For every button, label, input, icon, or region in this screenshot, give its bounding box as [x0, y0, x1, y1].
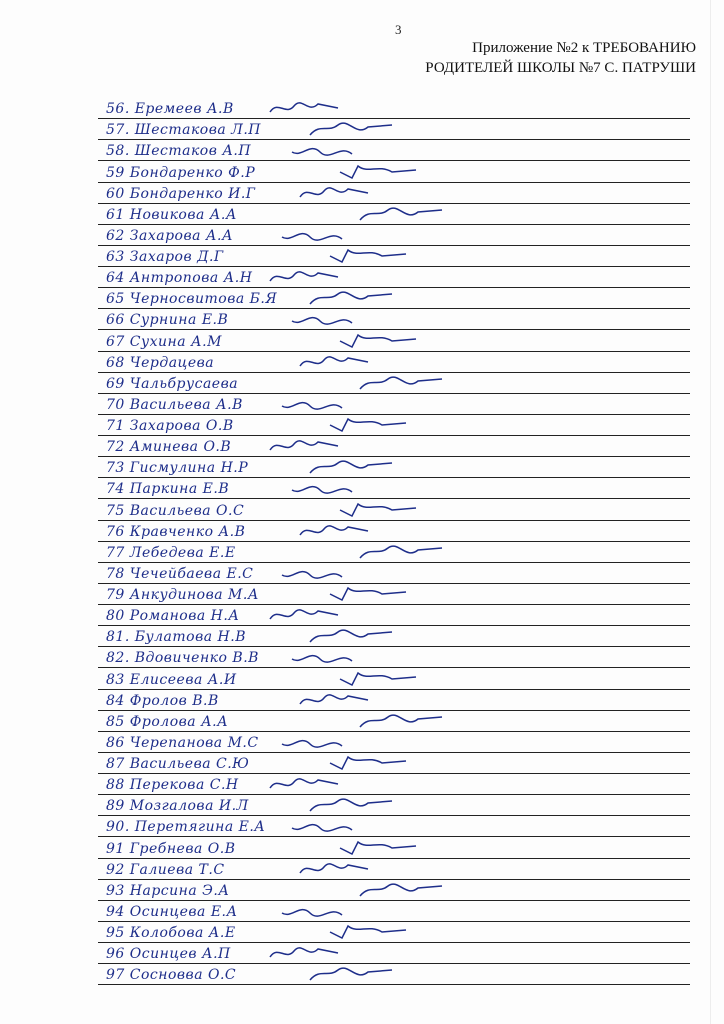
handwritten-signature: [328, 584, 418, 604]
signature-row: [98, 563, 690, 584]
handwritten-entry: 61 Новикова А.А: [106, 206, 237, 223]
handwritten-signature: [278, 563, 368, 583]
handwritten-signature: [298, 690, 388, 710]
handwritten-signature: [278, 901, 368, 921]
signature-list: [98, 98, 690, 985]
signature-stroke: [300, 525, 368, 534]
signature-row: [98, 415, 690, 436]
handwritten-signature: [358, 880, 448, 900]
signature-row: [98, 373, 690, 394]
handwritten-entry: 96 Осинцев А.П: [106, 946, 231, 963]
signature-row: [98, 352, 690, 373]
signature-row: [98, 542, 690, 563]
handwritten-signature: [288, 816, 378, 836]
handwritten-signature: [328, 922, 418, 942]
signature-row: [98, 795, 690, 816]
signature-stroke: [270, 441, 338, 450]
handwritten-signature: [308, 964, 398, 984]
scan-edge-line: [710, 0, 711, 1024]
handwritten-entry: 64 Антропова А.Н: [106, 270, 253, 287]
handwritten-entry: 92 Галиева Т.С: [106, 861, 225, 878]
signature-row: [98, 690, 690, 711]
signature-stroke: [300, 863, 368, 872]
handwritten-signature: [288, 309, 378, 329]
handwritten-signature: [288, 140, 378, 160]
handwritten-signature: [298, 521, 388, 541]
signature-stroke: [292, 487, 352, 494]
handwritten-entry: 82. Вдовиченко В.В: [106, 650, 259, 667]
handwritten-entry: 93 Нарсина Э.А: [106, 882, 230, 899]
handwritten-entry: 56. Еремеев А.В: [106, 101, 234, 118]
signature-row: [98, 394, 690, 415]
signature-stroke: [292, 656, 352, 663]
signature-row: [98, 309, 690, 330]
signature-row: [98, 457, 690, 478]
handwritten-entry: 62 Захарова А.А: [106, 227, 234, 244]
signature-stroke: [330, 926, 406, 938]
handwritten-entry: 75 Васильева О.С: [106, 502, 245, 519]
handwritten-signature: [308, 457, 398, 477]
signature-stroke: [282, 572, 342, 579]
signature-row: [98, 521, 690, 542]
signature-stroke: [282, 741, 342, 748]
signature-row: [98, 288, 690, 309]
signature-stroke: [310, 461, 392, 473]
signature-stroke: [330, 419, 406, 431]
header-line-1: Приложение №2 к ТРЕБОВАНИЮ: [472, 40, 696, 56]
signature-row: [98, 436, 690, 457]
handwritten-signature: [288, 478, 378, 498]
document-header: [425, 38, 696, 78]
signature-stroke: [340, 335, 416, 347]
signature-row: [98, 626, 690, 647]
handwritten-signature: [278, 394, 368, 414]
signature-row: [98, 753, 690, 774]
handwritten-signature: [328, 246, 418, 266]
signature-row: [98, 499, 690, 520]
signature-stroke: [292, 318, 352, 325]
handwritten-entry: 74 Паркина Е.В: [106, 481, 230, 498]
signature-stroke: [282, 910, 342, 917]
handwritten-entry: 91 Гребнева О.В: [106, 840, 236, 857]
handwritten-entry: 97 Сосновва О.С: [106, 967, 237, 984]
signature-stroke: [360, 715, 442, 727]
signature-row: [98, 901, 690, 922]
handwritten-entry: 69 Чальбрусаева: [106, 375, 239, 392]
signature-stroke: [270, 103, 338, 112]
signature-row: [98, 183, 690, 204]
signature-stroke: [292, 149, 352, 156]
signature-row: [98, 943, 690, 964]
signature-stroke: [340, 504, 416, 516]
signature-stroke: [340, 166, 416, 178]
handwritten-entry: 85 Фролова А.А: [106, 713, 229, 730]
signature-stroke: [310, 799, 392, 811]
handwritten-signature: [358, 204, 448, 224]
signature-row: [98, 161, 690, 182]
handwritten-signature: [328, 415, 418, 435]
handwritten-signature: [338, 838, 428, 858]
handwritten-signature: [298, 183, 388, 203]
handwritten-entry: 73 Гисмулина Н.Р: [106, 460, 249, 477]
handwritten-signature: [298, 352, 388, 372]
signature-stroke: [330, 250, 406, 262]
handwritten-signature: [328, 753, 418, 773]
handwritten-signature: [268, 98, 358, 118]
signature-stroke: [360, 546, 442, 558]
handwritten-entry: 63 Захаров Д.Г: [106, 249, 224, 265]
signature-row: [98, 859, 690, 880]
signature-stroke: [310, 630, 392, 642]
signature-stroke: [310, 968, 392, 980]
signature-stroke: [270, 610, 338, 619]
handwritten-entry: 65 Черносвитова Б.Я: [106, 291, 278, 308]
handwritten-entry: 77 Лебедева Е.Е: [106, 544, 236, 561]
signature-row: [98, 668, 690, 689]
handwritten-entry: 87 Васильева С.Ю: [106, 756, 250, 772]
handwritten-signature: [268, 605, 358, 625]
handwritten-signature: [338, 331, 428, 351]
signature-row: [98, 922, 690, 943]
signature-stroke: [300, 356, 368, 365]
signature-row: [98, 964, 690, 985]
signature-stroke: [330, 588, 406, 600]
signature-row: [98, 711, 690, 732]
handwritten-entry: 59 Бондаренко Ф.Р: [106, 164, 256, 181]
signature-row: [98, 647, 690, 668]
handwritten-entry: 84 Фролов В.В: [106, 692, 219, 709]
handwritten-entry: 76 Кравченко А.В: [106, 523, 246, 540]
handwritten-entry: 58. Шестаков А.П: [106, 143, 252, 160]
handwritten-entry: 68 Чердацева: [106, 354, 215, 371]
signature-row: [98, 816, 690, 837]
signature-stroke: [330, 757, 406, 769]
signature-stroke: [310, 123, 392, 135]
signature-row: [98, 837, 690, 858]
signature-stroke: [360, 208, 442, 220]
handwritten-entry: 81. Булатова Н.В: [106, 629, 246, 646]
handwritten-entry: 78 Чечейбаева Е.С: [106, 565, 254, 582]
signature-row: [98, 584, 690, 605]
handwritten-entry: 60 Бондаренко И.Г: [106, 185, 256, 202]
signature-row: [98, 98, 690, 119]
signature-stroke: [292, 825, 352, 832]
handwritten-signature: [278, 225, 368, 245]
page-number: 3: [395, 22, 402, 37]
signature-stroke: [340, 842, 416, 854]
signature-row: [98, 204, 690, 225]
handwritten-signature: [358, 542, 448, 562]
signature-stroke: [360, 377, 442, 389]
signature-stroke: [360, 884, 442, 896]
signature-row: [98, 605, 690, 626]
handwritten-signature: [308, 119, 398, 139]
handwritten-entry: 70 Васильева А.В: [106, 396, 243, 413]
handwritten-entry: 86 Черепанова М.С: [106, 734, 259, 751]
signature-row: [98, 140, 690, 161]
handwritten-signature: [358, 373, 448, 393]
signature-stroke: [270, 948, 338, 957]
handwritten-entry: 95 Колобова А.Е: [106, 925, 236, 941]
signature-row: [98, 880, 690, 901]
signature-stroke: [340, 673, 416, 685]
handwritten-entry: 71 Захарова О.В: [106, 418, 234, 434]
signature-stroke: [270, 779, 338, 788]
handwritten-entry: 88 Перекова С.Н: [106, 777, 239, 794]
handwritten-entry: 79 Анкудинова М.А: [106, 587, 259, 603]
handwritten-signature: [298, 859, 388, 879]
handwritten-signature: [308, 626, 398, 646]
handwritten-signature: [358, 711, 448, 731]
handwritten-entry: 67 Сухина А.М: [106, 333, 222, 350]
handwritten-signature: [268, 436, 358, 456]
handwritten-entry: 80 Романова Н.А: [106, 608, 240, 625]
signature-stroke: [310, 292, 392, 304]
signature-row: [98, 225, 690, 246]
handwritten-entry: 89 Мозгалова И.Л: [106, 798, 249, 815]
handwritten-signature: [308, 288, 398, 308]
signature-stroke: [300, 187, 368, 196]
handwritten-entry: 94 Осинцева Е.А: [106, 903, 238, 920]
handwritten-signature: [338, 669, 428, 689]
signature-stroke: [270, 272, 338, 281]
handwritten-signature: [268, 943, 358, 963]
signature-row: [98, 732, 690, 753]
signature-row: [98, 330, 690, 351]
handwritten-entry: 66 Сурнина Е.В: [106, 312, 229, 329]
handwritten-signature: [278, 732, 368, 752]
handwritten-signature: [268, 774, 358, 794]
handwritten-entry: 90. Перетягина Е.А: [106, 819, 266, 836]
signature-row: [98, 119, 690, 140]
handwritten-entry: 72 Аминева О.В: [106, 439, 232, 456]
handwritten-signature: [308, 795, 398, 815]
signature-stroke: [282, 403, 342, 410]
handwritten-signature: [338, 162, 428, 182]
signature-row: [98, 267, 690, 288]
handwritten-entry: 57. Шестакова Л.П: [106, 122, 262, 139]
signature-stroke: [282, 234, 342, 241]
signature-row: [98, 774, 690, 795]
handwritten-signature: [288, 647, 378, 667]
signature-row: [98, 478, 690, 499]
handwritten-entry: 83 Елисеева А.И: [106, 671, 237, 688]
signature-row: [98, 246, 690, 267]
header-line-2: РОДИТЕЛЕЙ ШКОЛЫ №7 С. ПАТРУШИ: [425, 60, 696, 76]
handwritten-signature: [268, 267, 358, 287]
handwritten-signature: [338, 500, 428, 520]
signature-stroke: [300, 694, 368, 703]
